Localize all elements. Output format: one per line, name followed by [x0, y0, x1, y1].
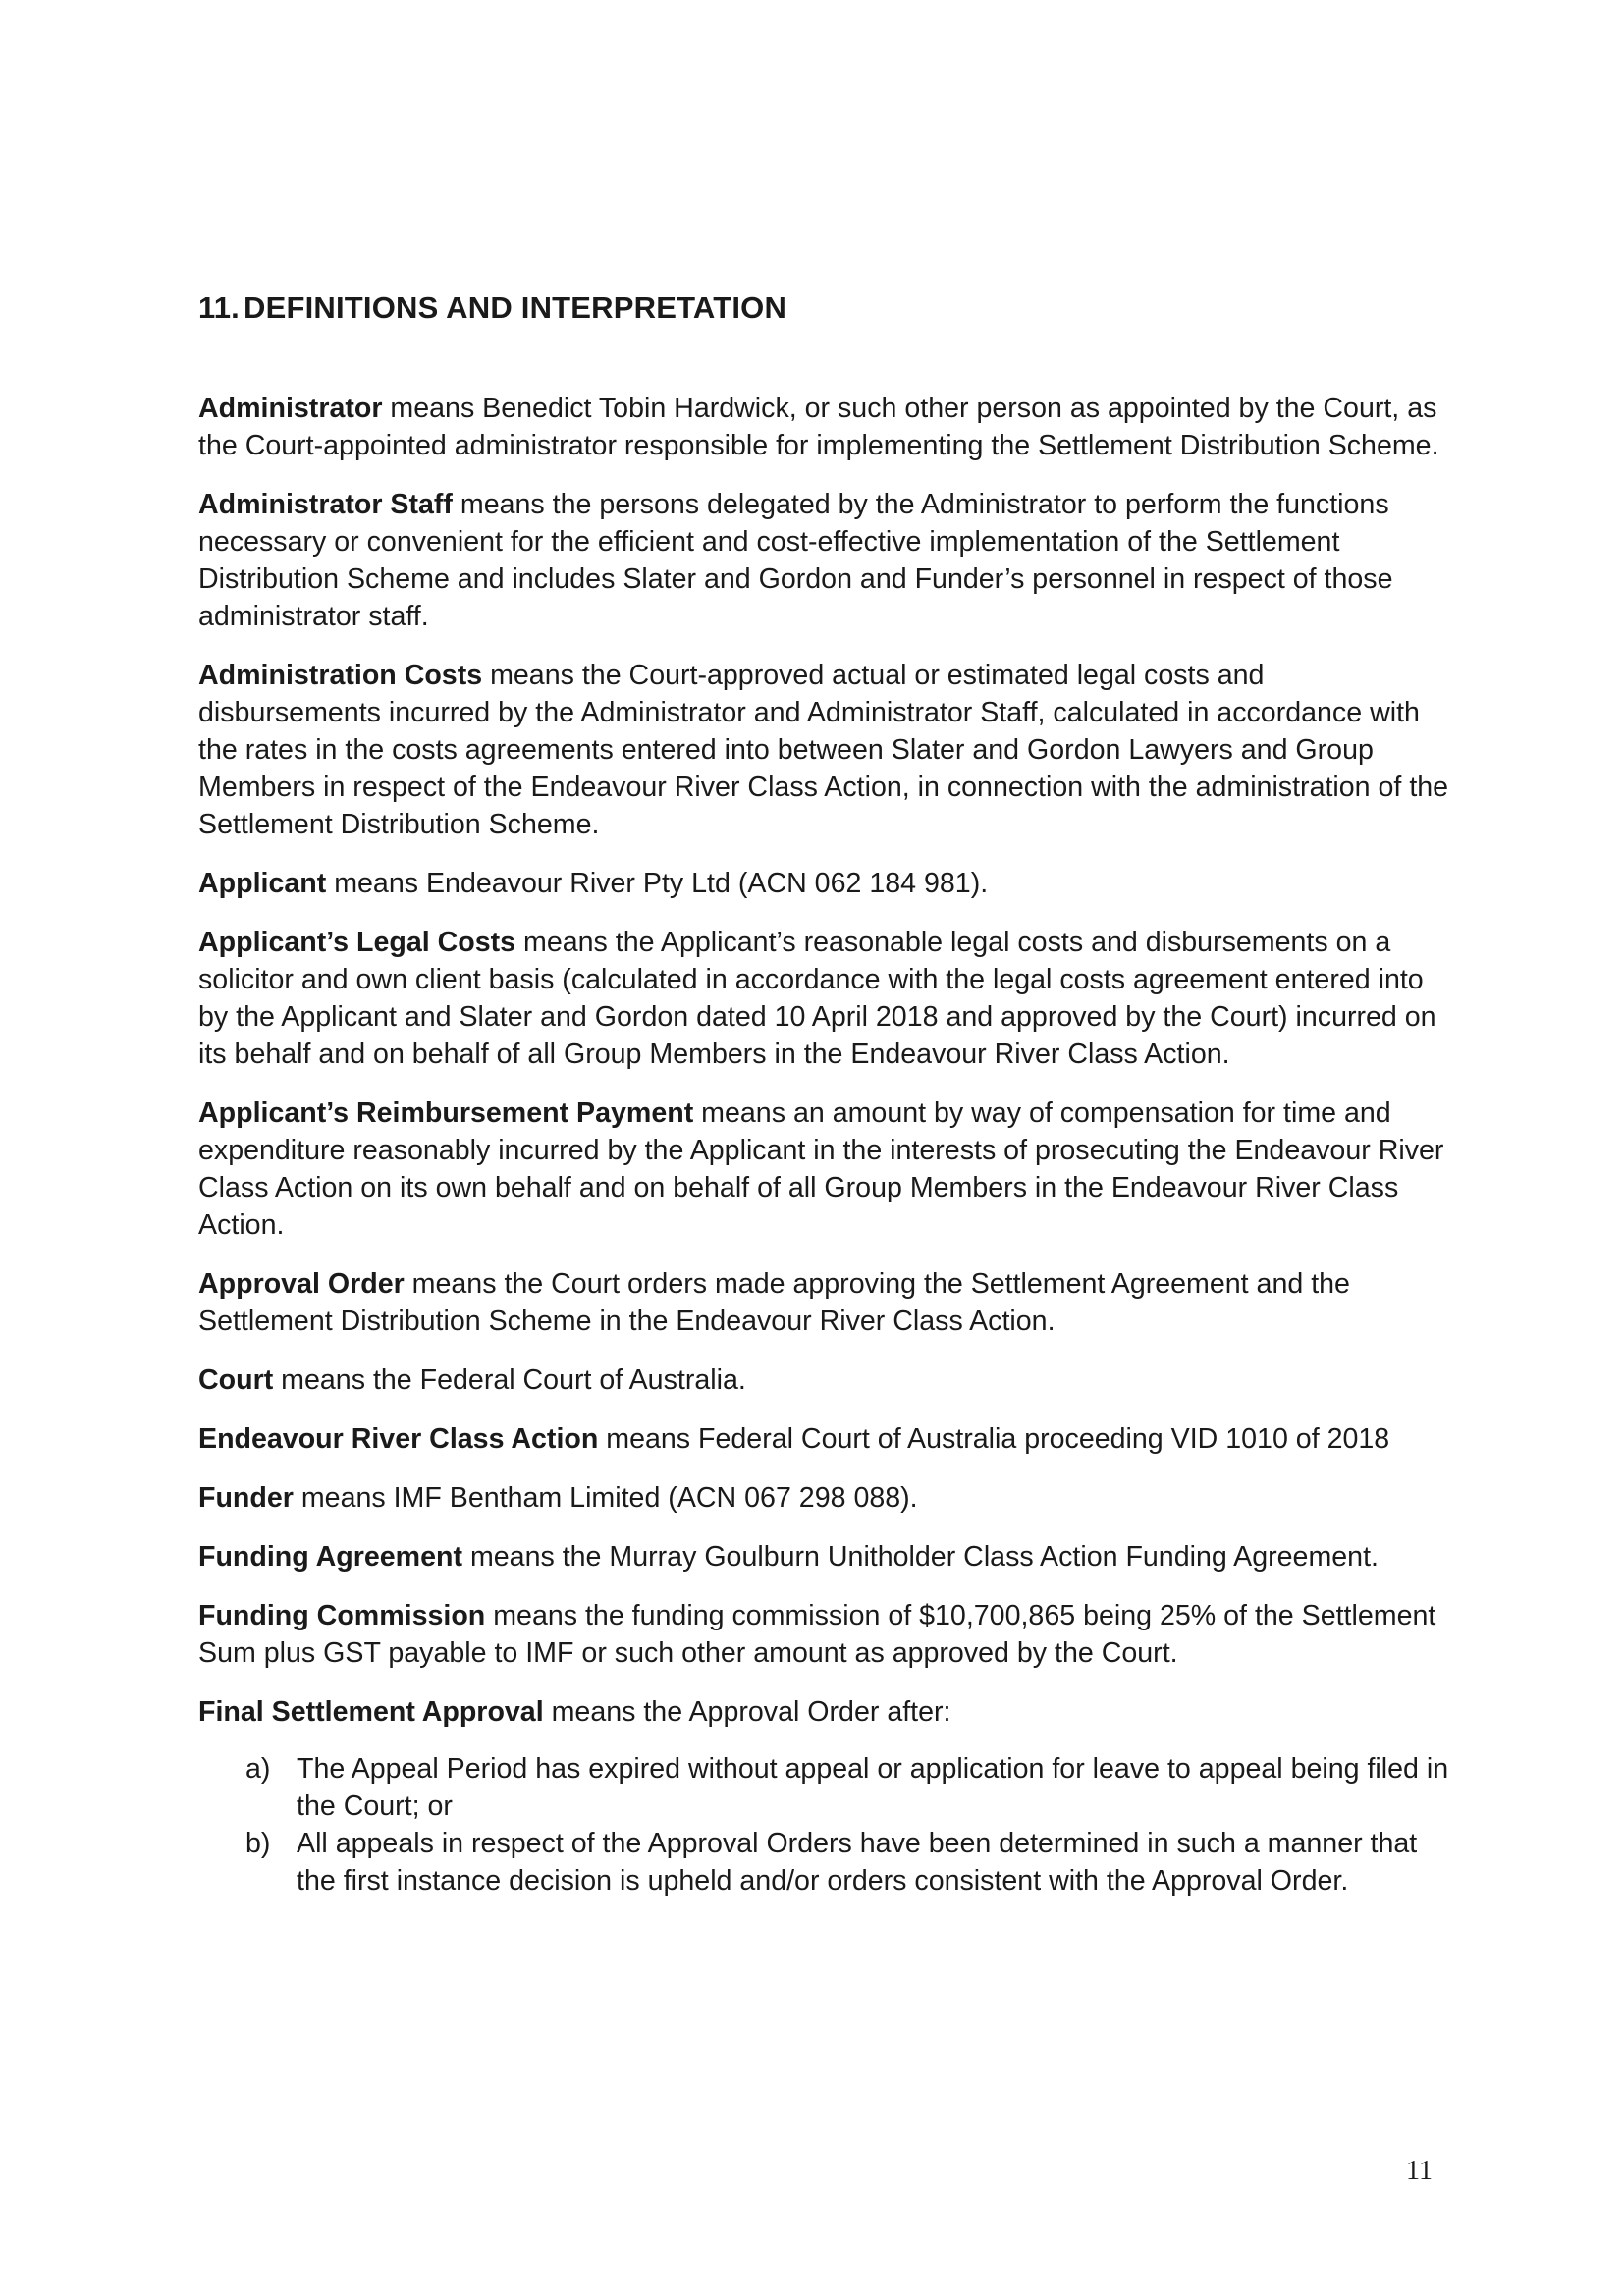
definition-text: means Federal Court of Australia proceeding VID 1010 of 2018	[598, 1423, 1390, 1455]
definition-term: Final Settlement Approval	[198, 1696, 544, 1728]
definition-term: Funder	[198, 1482, 294, 1514]
list-marker: b)	[245, 1828, 271, 1859]
definition-applicants-legal-costs	[198, 924, 1450, 1073]
definition-administrator	[198, 390, 1450, 464]
definition-approval-order	[198, 1265, 1450, 1340]
list-item	[198, 1750, 1450, 1825]
section-title: DEFINITIONS AND INTERPRETATION	[243, 291, 787, 325]
definition-term: Approval Order	[198, 1268, 405, 1300]
definition-term: Court	[198, 1364, 274, 1396]
definition-final-settlement-approval	[198, 1693, 1450, 1731]
definition-text: means Benedict Tobin Hardwick, or such other person as appointed by the Court, as the Court-appointed administrator responsible for implementing the Settlement Distribution Scheme.	[198, 393, 1439, 461]
definitions-list	[198, 390, 1450, 1899]
definition-text: means IMF Bentham Limited (ACN 067 298 088).	[293, 1482, 918, 1514]
section-number: 11.	[198, 291, 240, 325]
definition-text: means the Federal Court of Australia.	[273, 1364, 746, 1396]
definition-text: means the Court orders made approving the Settlement Agreement and the Settlement Distribution Scheme in the Endeavour River Class Action.	[198, 1268, 1350, 1337]
definition-term: Applicant’s Reimbursement Payment	[198, 1097, 694, 1129]
definition-term: Funding Agreement	[198, 1541, 462, 1573]
definition-applicants-reimbursement-payment	[198, 1095, 1450, 1244]
list-item-text: The Appeal Period has expired without appeal or application for leave to appeal being filed in the Court; or	[297, 1753, 1449, 1822]
definition-court	[198, 1362, 1450, 1399]
definition-applicant	[198, 865, 1450, 902]
definition-text: means the Applicant’s reasonable legal costs and disbursements on a solicitor and own client basis (calculated in accordance with the legal costs agreement entered into by the Applicant and Slater and Gordon dated 10 April 2018 and approved by the Court) incurred on its behalf and on behalf of all Group Members in the Endeavour River Class Action.	[198, 927, 1436, 1070]
definition-text: means the funding commission of $10,700,865 being 25% of the Settlement Sum plus GST payable to IMF or such other amount as approved by the Court.	[198, 1600, 1436, 1669]
page-number: 11	[1406, 2156, 1433, 2186]
definition-administration-costs	[198, 657, 1450, 843]
definition-term: Applicant	[198, 868, 327, 899]
definition-text: means Endeavour River Pty Ltd (ACN 062 184 981).	[326, 868, 989, 899]
final-settlement-conditions	[198, 1750, 1450, 1899]
definition-term: Endeavour River Class Action	[198, 1423, 599, 1455]
definition-endeavour-river-class-action	[198, 1420, 1450, 1458]
definition-funder	[198, 1479, 1450, 1517]
list-item-text: All appeals in respect of the Approval Orders have been determined in such a manner that the first instance decision is upheld and/or orders consistent with the Approval Order.	[297, 1828, 1418, 1896]
definition-term: Administrator Staff	[198, 489, 453, 520]
list-marker: a)	[245, 1753, 271, 1785]
definition-funding-agreement	[198, 1538, 1450, 1575]
definition-administrator-staff	[198, 486, 1450, 635]
list-item	[198, 1825, 1450, 1899]
definition-term: Funding Commission	[198, 1600, 486, 1631]
definition-term: Administrator	[198, 393, 383, 424]
definition-funding-commission	[198, 1597, 1450, 1672]
definition-term: Administration Costs	[198, 660, 483, 691]
definition-text: means the Murray Goulburn Unitholder Class Action Funding Agreement.	[462, 1541, 1379, 1573]
definition-text: means the persons delegated by the Administrator to perform the functions necessary or convenient for the efficient and cost-effective implementation of the Settlement Distribution Scheme and includes Slater and Gordon and Funder’s personnel in respect of those administrator staff.	[198, 489, 1393, 632]
section-heading	[198, 291, 786, 326]
definition-term: Applicant’s Legal Costs	[198, 927, 516, 958]
definition-text: means the Court-approved actual or estimated legal costs and disbursements incurred by the Administrator and Administrator Staff, calculated in accordance with the rates in the costs agreements entered into between Slater and Gordon Lawyers and Group Members in respect of the Endeavour River Class Action, in connection with the administration of the Settlement Distribution Scheme.	[198, 660, 1449, 840]
definition-text: means an amount by way of compensation for time and expenditure reasonably incurred by the Applicant in the interests of prosecuting the Endeavour River Class Action on its own behalf and on behalf of all Group Members in the Endeavour River Class Action.	[198, 1097, 1444, 1241]
definition-text: means the Approval Order after:	[543, 1696, 951, 1728]
